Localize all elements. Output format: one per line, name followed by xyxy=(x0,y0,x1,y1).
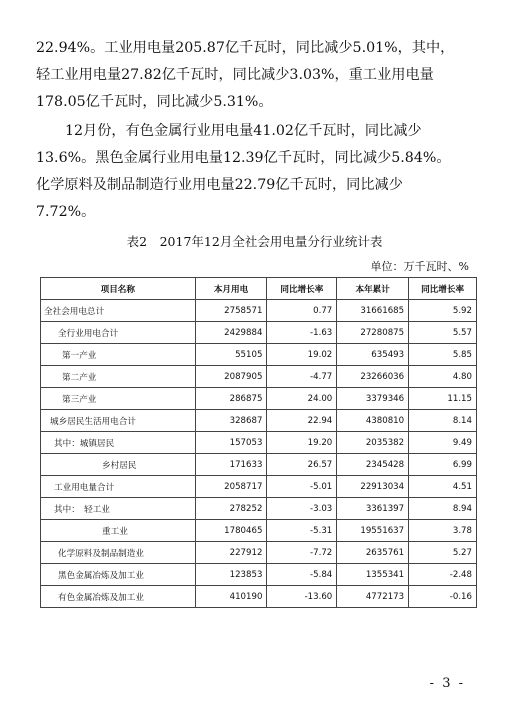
ytd-growth-cell: 6.99 xyxy=(409,454,477,476)
ytd-growth-cell: 11.15 xyxy=(409,388,477,410)
table-row xyxy=(41,410,477,432)
month-growth-cell: -5.01 xyxy=(267,476,337,498)
item-name-cell: 其中：城镇居民 xyxy=(41,432,196,454)
ytd-total-cell: 22913034 xyxy=(337,476,409,498)
month-usage-cell: 2429884 xyxy=(195,322,267,344)
month-usage-cell: 286875 xyxy=(195,388,267,410)
paragraph-line: 178.05亿千瓦时，同比减少5.31%。 xyxy=(36,94,273,110)
paragraph-line: 12月份，有色金属行业用电量41.02亿千瓦时，同比减少 xyxy=(65,123,422,139)
month-growth-cell: -5.31 xyxy=(267,520,337,542)
ytd-growth-cell: -2.48 xyxy=(409,564,477,586)
month-growth-cell: 19.02 xyxy=(267,344,337,366)
ytd-total-cell: 635493 xyxy=(337,344,409,366)
paragraph-line: 7.72%。 xyxy=(36,204,96,220)
paragraph-line: 轻工业用电量27.82亿千瓦时，同比减少3.03%，重工业用电量 xyxy=(36,67,434,83)
ytd-total-cell: 31661685 xyxy=(337,300,409,322)
month-usage-cell: 328687 xyxy=(195,410,267,432)
item-name-cell: 化学原料及制品制造业 xyxy=(41,542,196,564)
ytd-growth-cell: 5.27 xyxy=(409,542,477,564)
header-item-name: 项目名称 xyxy=(41,278,196,300)
month-usage-cell: 2087905 xyxy=(195,366,267,388)
month-growth-cell: -5.84 xyxy=(267,564,337,586)
paragraph-1 xyxy=(36,35,476,116)
paragraph-2 xyxy=(36,118,476,226)
table-row xyxy=(41,542,477,564)
table-row xyxy=(41,344,477,366)
item-name-cell: 有色金属冶炼及加工业 xyxy=(41,586,196,608)
month-growth-cell: -13.60 xyxy=(267,586,337,608)
ytd-growth-cell: 5.57 xyxy=(409,322,477,344)
month-usage-cell: 227912 xyxy=(195,542,267,564)
electricity-statistics-table xyxy=(40,277,477,608)
table-unit: 单位：万千瓦时、% xyxy=(370,260,469,273)
ytd-total-cell: 4772173 xyxy=(337,586,409,608)
month-growth-cell: 0.77 xyxy=(267,300,337,322)
ytd-total-cell: 3379346 xyxy=(337,388,409,410)
header-month-growth: 同比增长率 xyxy=(267,278,337,300)
ytd-total-cell: 19551637 xyxy=(337,520,409,542)
table-row xyxy=(41,586,477,608)
ytd-growth-cell: 5.85 xyxy=(409,344,477,366)
item-name-cell: 全社会用电总计 xyxy=(41,300,196,322)
header-ytd-total: 本年累计 xyxy=(337,278,409,300)
ytd-total-cell: 2345428 xyxy=(337,454,409,476)
month-growth-cell: 26.57 xyxy=(267,454,337,476)
table-row xyxy=(41,388,477,410)
month-growth-cell: -7.72 xyxy=(267,542,337,564)
ytd-growth-cell: 8.14 xyxy=(409,410,477,432)
item-name-cell: 第二产业 xyxy=(41,366,196,388)
month-usage-cell: 410190 xyxy=(195,586,267,608)
header-ytd-growth: 同比增长率 xyxy=(409,278,477,300)
month-growth-cell: 22.94 xyxy=(267,410,337,432)
table-row xyxy=(41,432,477,454)
month-usage-cell: 278252 xyxy=(195,498,267,520)
table-row xyxy=(41,476,477,498)
item-name-cell: 重工业 xyxy=(41,520,196,542)
header-month-usage: 本月用电 xyxy=(195,278,267,300)
table-row xyxy=(41,300,477,322)
month-growth-cell: -3.03 xyxy=(267,498,337,520)
item-name-cell: 全行业用电合计 xyxy=(41,322,196,344)
item-name-cell: 其中： 轻工业 xyxy=(41,498,196,520)
month-growth-cell: -4.77 xyxy=(267,366,337,388)
ytd-growth-cell: 9.49 xyxy=(409,432,477,454)
paragraph-line: 化学原料及制品制造行业用电量22.79亿千瓦时，同比减少 xyxy=(36,177,403,193)
month-usage-cell: 157053 xyxy=(195,432,267,454)
item-name-cell: 工业用电量合计 xyxy=(41,476,196,498)
ytd-total-cell: 23266036 xyxy=(337,366,409,388)
ytd-total-cell: 2635761 xyxy=(337,542,409,564)
ytd-total-cell: 27280875 xyxy=(337,322,409,344)
item-name-cell: 第一产业 xyxy=(41,344,196,366)
table-row xyxy=(41,498,477,520)
page-number: - 3 - xyxy=(429,676,465,691)
month-growth-cell: 24.00 xyxy=(267,388,337,410)
month-growth-cell: 19.20 xyxy=(267,432,337,454)
ytd-total-cell: 3361397 xyxy=(337,498,409,520)
ytd-total-cell: 1355341 xyxy=(337,564,409,586)
table-row xyxy=(41,366,477,388)
ytd-total-cell: 4380810 xyxy=(337,410,409,432)
table-header-row xyxy=(41,278,477,300)
table-caption: 表2 2017年12月全社会用电量分行业统计表 xyxy=(126,234,383,249)
ytd-total-cell: 2035382 xyxy=(337,432,409,454)
paragraph-line: 22.94%。工业用电量205.87亿千瓦时，同比减少5.01%，其中， xyxy=(36,40,455,56)
paragraph-line: 13.6%。黑色金属行业用电量12.39亿千瓦时，同比减少5.84%。 xyxy=(36,150,451,166)
month-usage-cell: 2058717 xyxy=(195,476,267,498)
month-usage-cell: 1780465 xyxy=(195,520,267,542)
ytd-growth-cell: 4.51 xyxy=(409,476,477,498)
month-usage-cell: 55105 xyxy=(195,344,267,366)
item-name-cell: 黑色金属冶炼及加工业 xyxy=(41,564,196,586)
table-row xyxy=(41,454,477,476)
table-row xyxy=(41,322,477,344)
item-name-cell: 城乡居民生活用电合计 xyxy=(41,410,196,432)
table-row xyxy=(41,564,477,586)
ytd-growth-cell: 8.94 xyxy=(409,498,477,520)
ytd-growth-cell: -0.16 xyxy=(409,586,477,608)
month-growth-cell: -1.63 xyxy=(267,322,337,344)
item-name-cell: 乡村居民 xyxy=(41,454,196,476)
ytd-growth-cell: 5.92 xyxy=(409,300,477,322)
ytd-growth-cell: 4.80 xyxy=(409,366,477,388)
item-name-cell: 第三产业 xyxy=(41,388,196,410)
month-usage-cell: 2758571 xyxy=(195,300,267,322)
month-usage-cell: 123853 xyxy=(195,564,267,586)
ytd-growth-cell: 3.78 xyxy=(409,520,477,542)
table-row xyxy=(41,520,477,542)
month-usage-cell: 171633 xyxy=(195,454,267,476)
